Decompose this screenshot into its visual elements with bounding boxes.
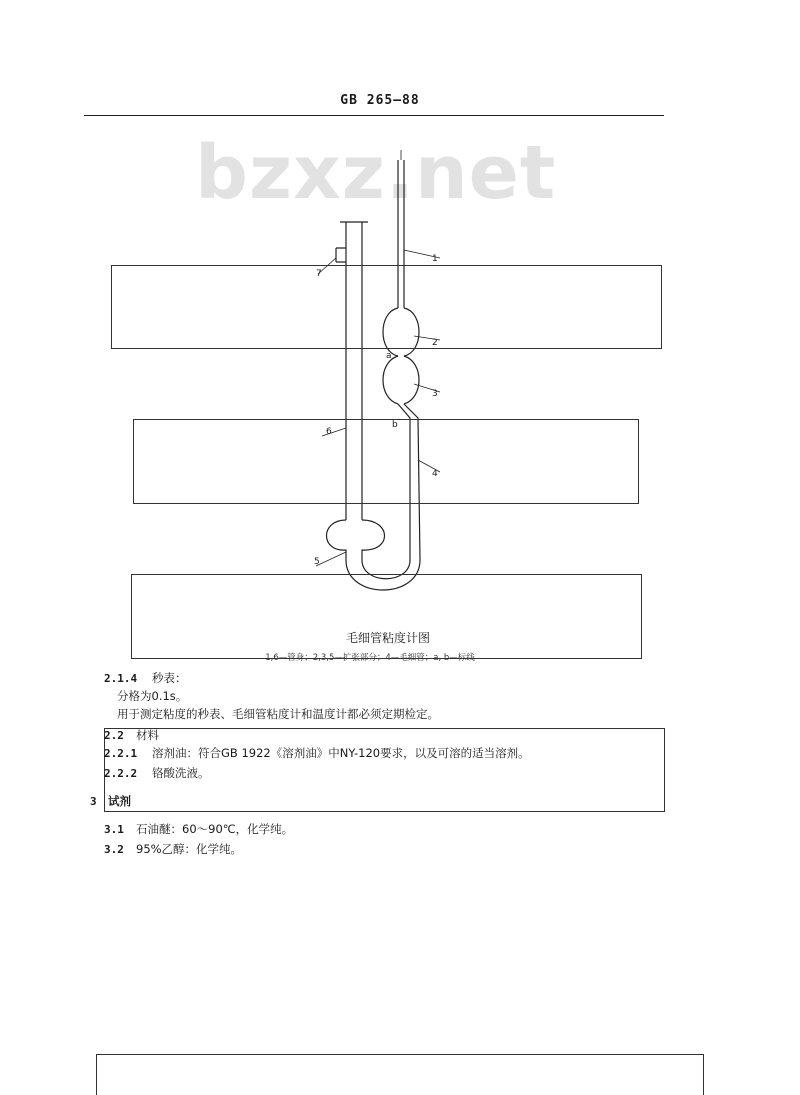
section-number: 3.2 [104,843,124,856]
section-text: 材料 [136,728,159,742]
watermark-text: bzxz.net [195,130,557,216]
section-3-heading [90,793,131,810]
paragraph-line [117,688,187,704]
section-text: 试剂 [108,794,131,808]
section-text: 95%乙醇：化学纯。 [136,842,243,856]
section-number: 2.2.2 [104,767,138,780]
section-3-2 [104,841,242,858]
section-2-2-1 [104,745,530,762]
section-number: 3.1 [104,823,124,836]
paragraph-text: 分格为0.1s。 [117,689,188,703]
label-7: 7 [316,269,322,279]
label-4: 4 [432,469,438,479]
paragraph-text: 用于测定粘度的秒表、毛细管粘度计和温度计都必须定期检定。 [117,707,439,721]
section-number: 2.1.4 [104,672,138,685]
page-header-code: GB 265—88 [340,93,420,108]
label-5: 5 [314,557,320,567]
section-number: 2.2.1 [104,747,138,760]
section-number: 2.2 [104,729,124,742]
bottom-frame [96,1054,704,1095]
section-text: 秒表： [152,671,187,685]
section-2-1-4 [104,670,187,687]
label-2: 2 [432,338,438,348]
section-2-2 [104,727,159,744]
section-text: 铬酸洗液。 [152,766,210,780]
label-a: a [386,351,392,361]
label-1: 1 [432,254,438,264]
overlay-box-2 [133,419,639,504]
section-3-1 [104,821,293,838]
section-text: 石油醚：60～90℃，化学纯。 [136,822,294,836]
figure-caption: 毛细管粘度计图 [345,631,430,645]
overlay-box-3 [131,574,642,659]
section-2-2-2 [104,765,210,782]
section-number: 3 [90,795,97,808]
section-text: 溶剂油：符合GB 1922《溶剂油》中NY-120要求，以及可溶的适当溶剂。 [152,746,530,760]
label-3: 3 [432,389,438,399]
label-b: b [392,420,398,430]
paragraph-line [117,706,439,722]
overlay-box-1 [111,265,662,349]
label-6: 6 [326,427,332,437]
figure-legend: 1,6—管身；2,3,5—扩张部分；4—毛细管；a, b—标线 [265,653,475,663]
